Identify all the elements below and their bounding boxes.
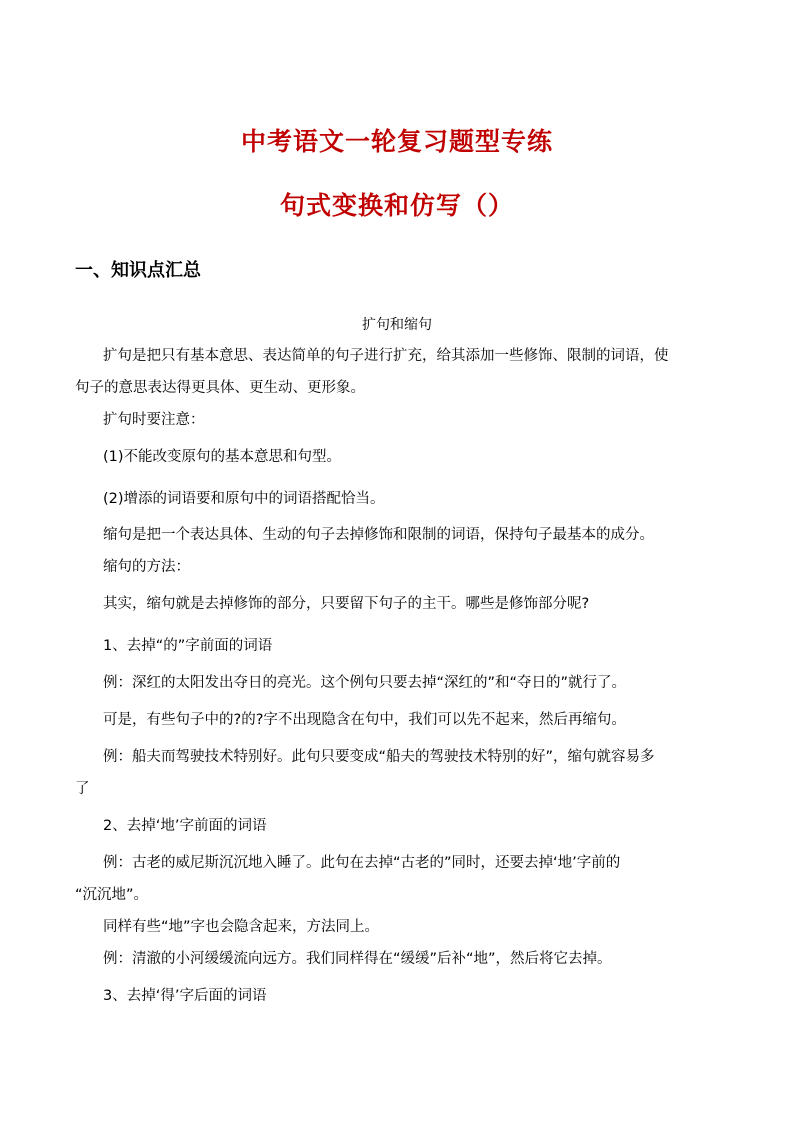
paragraph-line: (2)增添的词语要和原句中的词语搭配恰当。	[103, 491, 385, 507]
paragraph-line: (1)不能改变原句的基本意思和句型。	[103, 449, 342, 465]
subsection-title: 扩句和缩句	[362, 317, 432, 333]
paragraph-line: 了	[75, 781, 90, 797]
paragraph-line: 缩句的方法：	[103, 559, 190, 575]
paragraph-line: 句子的意思表达得更具体、更生动、更形象。	[75, 380, 365, 396]
example-line: 例：深红的太阳发出夺日的亮光。这个例句只要去掉“深红的”和“夺日的”就行了。	[103, 675, 627, 691]
example-line: 例：清澈的小河缓缓流向远方。我们同样得在“缓缓”后补“地”，然后将它去掉。	[103, 951, 612, 967]
paragraph-line: 同样有些“地”字也会隐含起来，方法同上。	[103, 919, 380, 935]
paragraph-line: 扩句时要注意：	[103, 412, 205, 428]
example-line: 例：船夫而驾驶技术特别好。此句只要变成“船夫的驾驶技术特别的好”，缩句就容易多	[103, 749, 655, 765]
paragraph-line: 缩句是把一个表达具体、生动的句子去掉修饰和限制的词语，保持句子最基本的成分。	[103, 527, 654, 543]
list-heading: 2、去掉‘地’字前面的词语	[103, 818, 267, 834]
paragraph-line: “沉沉地”。	[75, 887, 149, 903]
section-heading: 一、知识点汇总	[75, 260, 201, 281]
example-line: 例：古老的威尼斯沉沉地入睡了。此句在去掉“古老的”同时，还要去掉‘地’字前的	[103, 855, 621, 871]
document-title: 中考语文一轮复习题型专练	[240, 127, 553, 156]
paragraph-line: 扩句是把只有基本意思、表达简单的句子进行扩充，给其添加一些修饰、限制的词语，使	[103, 348, 669, 364]
document-subtitle: 句式变换和仿写（）	[279, 191, 514, 220]
paragraph-line: 其实，缩句就是去掉修饰的部分，只要留下句子的主干。哪些是修饰部分呢?	[103, 596, 590, 612]
list-heading: 1、去掉“的”字前面的词语	[103, 638, 273, 654]
paragraph-line: 可是，有些句子中的?的?字不出现隐含在句中，我们可以先不起来，然后再缩句。	[103, 712, 626, 728]
list-heading: 3、去掉‘得’字后面的词语	[103, 988, 267, 1004]
